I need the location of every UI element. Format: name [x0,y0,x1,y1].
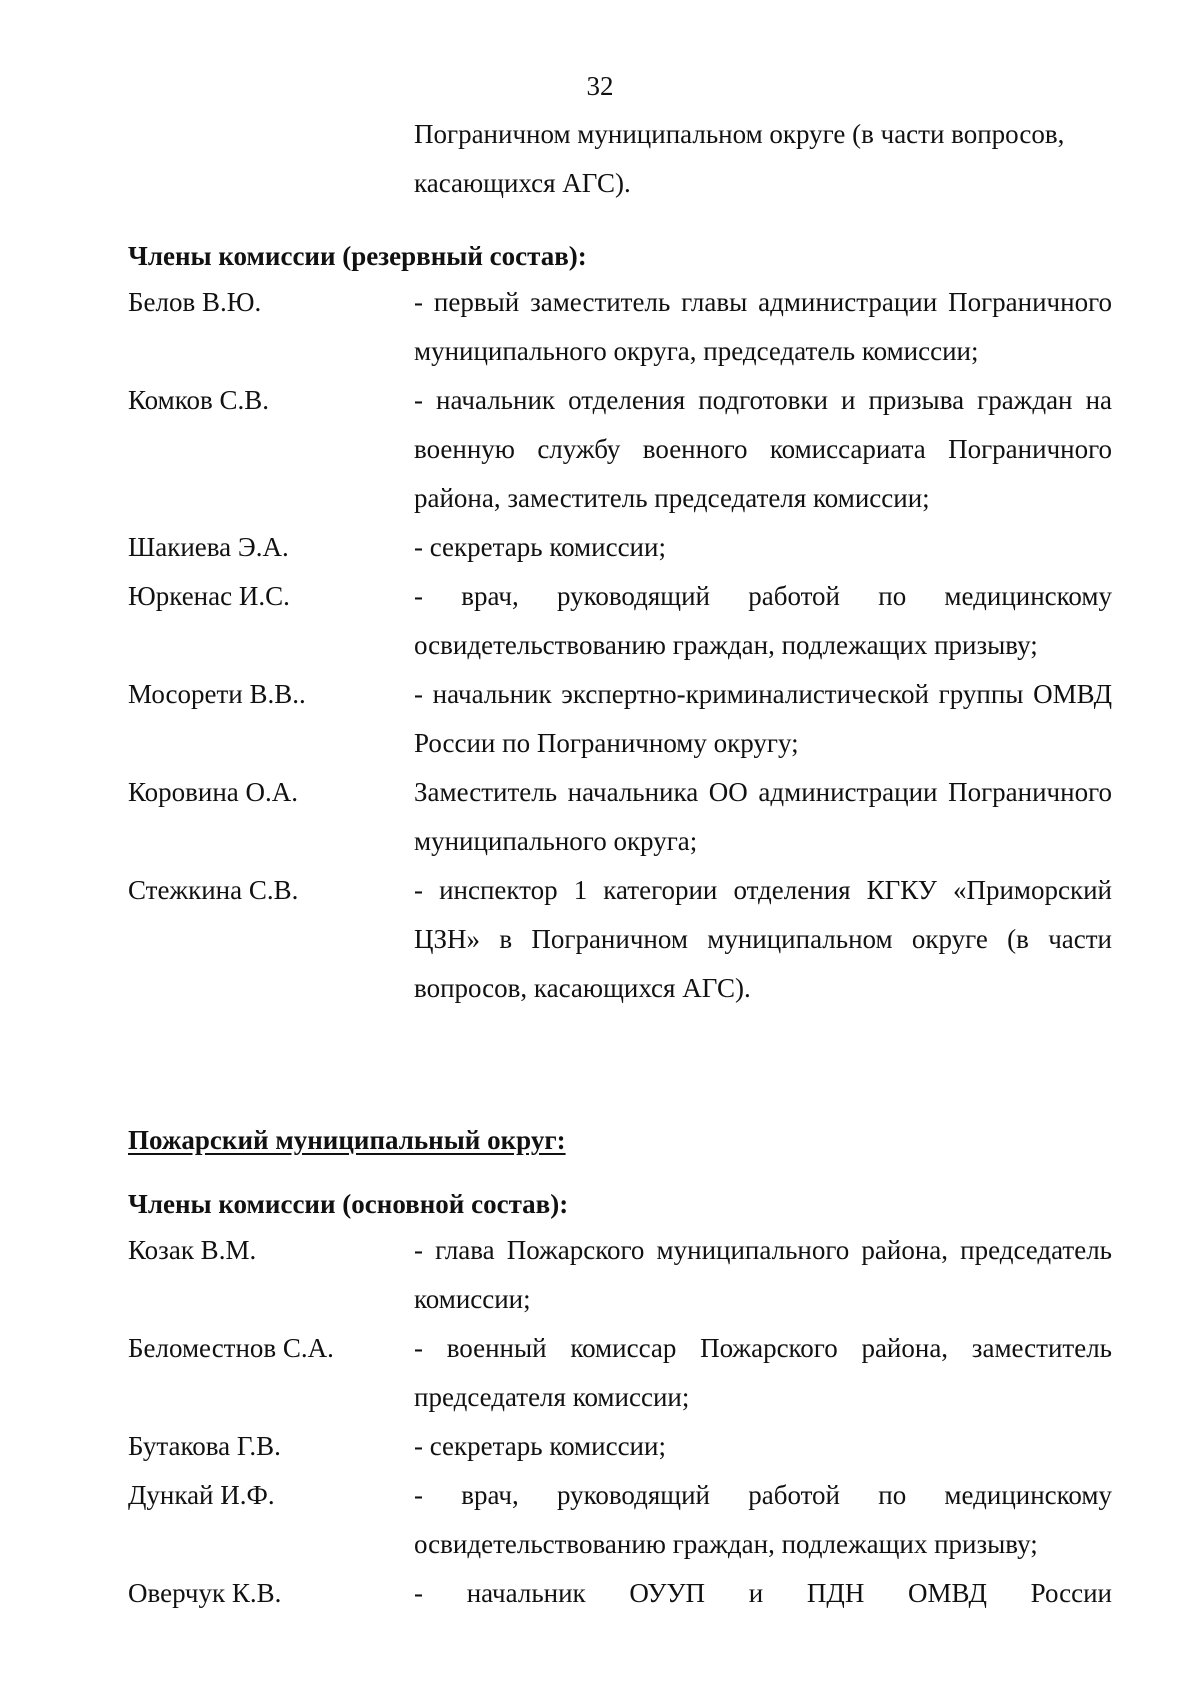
member-role: - инспектор 1 категории отделения КГКУ «Приморский ЦЗН» в Пограничном муниципальном округе (в части вопросов, касающихся АГС). [414,875,1112,1003]
member-name: Беломестнов С.А. [128,1333,334,1363]
member-name: Бутакова Г.В. [128,1431,281,1461]
member-role: - глава Пожарского муниципального района, председатель комиссии; [414,1235,1112,1314]
member-row [128,1422,1112,1471]
member-role: - начальник отделения подготовки и призыва граждан на военную службу военного комиссариата Пограничного района, заместитель председателя комиссии; [414,385,1112,513]
member-row [128,376,1112,523]
member-row [128,1226,1112,1324]
main-member-list [128,1226,1112,1618]
member-role: - секретарь комиссии; [414,532,666,562]
member-name: Стежкина С.В. [128,875,299,905]
member-row [128,1324,1112,1422]
member-role: - первый заместитель главы администрации Пограничного муниципального округа, председатель комиссии; [414,287,1112,366]
member-row [128,1471,1112,1569]
continuation-text: Пограничном муниципальном округе (в части вопросов, касающихся АГС). [414,119,1065,198]
member-row [128,523,1112,572]
member-name: Дункай И.Ф. [128,1480,275,1510]
member-role: - врач, руководящий работой по медицинскому освидетельствованию граждан, подлежащих призыву; [414,581,1112,660]
member-name: Белов В.Ю. [128,287,262,317]
member-row [128,670,1112,768]
member-role: - начальник экспертно-криминалистической группы ОМВД России по Пограничному округу; [414,679,1112,758]
member-name: Мосорети В.В.. [128,679,306,709]
district-heading: Пожарский муниципальный округ: [128,1125,566,1155]
member-role: - военный комиссар Пожарского района, заместитель председателя комиссии; [414,1333,1112,1412]
member-row [128,1569,1112,1618]
page-number: 32 [586,71,614,101]
member-name: Оверчук К.В. [128,1578,282,1608]
member-row [128,866,1112,1013]
member-row [128,572,1112,670]
member-row [128,278,1112,376]
member-role: - начальник ОУУП и ПДН ОМВД России [414,1578,1112,1608]
member-name: Козак В.М. [128,1235,257,1265]
reserve-member-list [128,278,1112,1013]
member-row [128,768,1112,866]
main-heading: Члены комиссии (основной состав): [128,1189,569,1219]
member-role: - секретарь комиссии; [414,1431,666,1461]
member-name: Юркенас И.С. [128,581,290,611]
member-role: - врач, руководящий работой по медицинскому освидетельствованию граждан, подлежащих призыву; [414,1480,1112,1559]
member-role: Заместитель начальника ОО администрации Пограничного муниципального округа; [414,777,1112,856]
reserve-heading: Члены комиссии (резервный состав): [128,241,587,271]
member-name: Шакиева Э.А. [128,532,289,562]
member-name: Коровина О.А. [128,777,299,807]
member-name: Комков С.В. [128,385,269,415]
